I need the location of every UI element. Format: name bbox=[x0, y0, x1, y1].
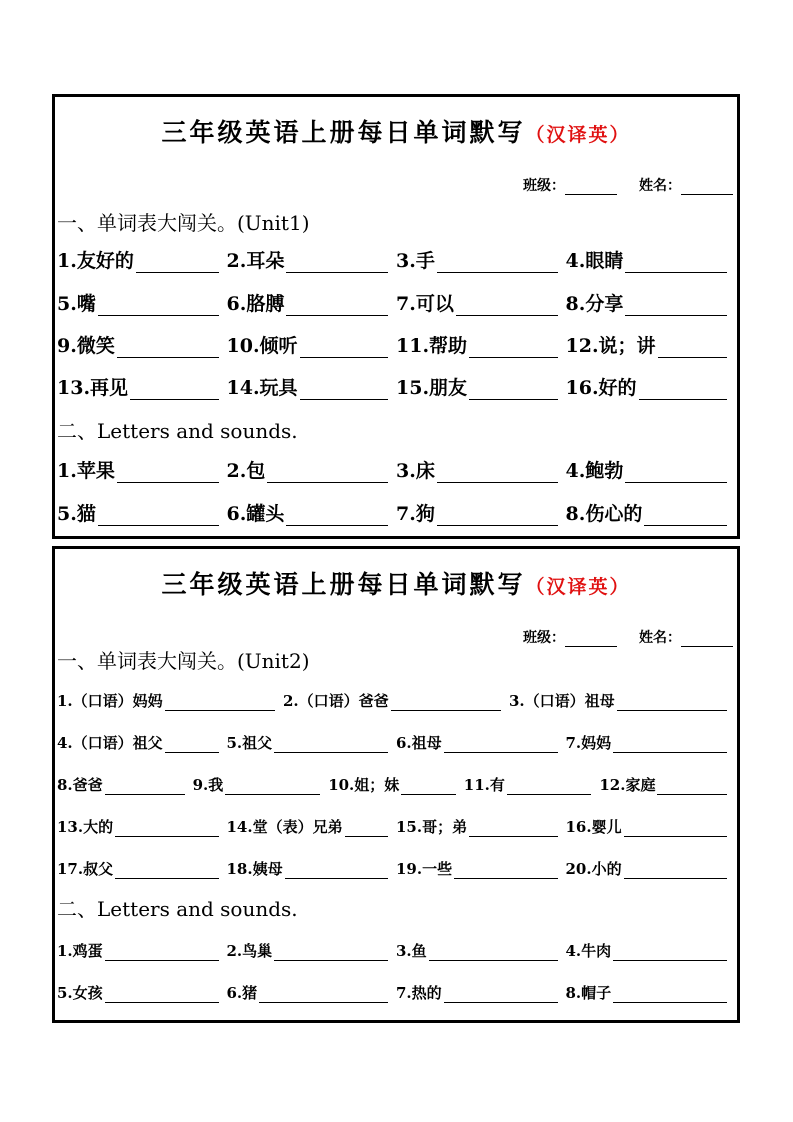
word-prompt: 3.手 bbox=[396, 250, 435, 272]
class-label: 班级： bbox=[523, 178, 565, 194]
word-prompt: 7.妈妈 bbox=[565, 734, 612, 752]
word-row bbox=[57, 935, 735, 961]
word-item bbox=[57, 816, 227, 837]
word-prompt: 2.包 bbox=[226, 460, 266, 482]
word-prompt: 5.女孩 bbox=[57, 984, 103, 1002]
word-item bbox=[227, 982, 397, 1003]
answer-blank[interactable] bbox=[507, 793, 591, 795]
answer-blank[interactable] bbox=[115, 877, 218, 879]
answer-blank[interactable] bbox=[225, 793, 320, 795]
word-prompt: 5.猫 bbox=[57, 503, 96, 525]
title-text: 三年级英语上册每日单词默写 bbox=[161, 118, 526, 147]
word-prompt: 1.友好的 bbox=[57, 250, 134, 272]
word-prompt: 1.（口语）妈妈 bbox=[57, 692, 163, 710]
word-row bbox=[57, 853, 735, 879]
word-prompt: 3.（口语）祖母 bbox=[509, 692, 615, 710]
word-item bbox=[396, 858, 566, 879]
answer-blank[interactable] bbox=[456, 314, 558, 316]
word-item bbox=[57, 499, 227, 526]
word-prompt: 6.祖母 bbox=[396, 734, 442, 752]
word-item bbox=[227, 858, 397, 879]
word-item bbox=[464, 774, 600, 795]
title-subtitle: （汉译英） bbox=[525, 576, 631, 598]
answer-blank[interactable] bbox=[165, 709, 275, 711]
word-item bbox=[599, 774, 735, 795]
word-item bbox=[396, 732, 566, 753]
word-item bbox=[227, 499, 397, 526]
class-name-fields bbox=[523, 627, 733, 647]
word-prompt: 4.（口语）祖父 bbox=[57, 734, 163, 752]
answer-blank[interactable] bbox=[437, 481, 558, 483]
answer-blank[interactable] bbox=[624, 835, 727, 837]
answer-blank[interactable] bbox=[454, 877, 557, 879]
word-item bbox=[566, 373, 736, 400]
word-item bbox=[57, 331, 227, 358]
word-item bbox=[283, 690, 509, 711]
word-prompt: 3.鱼 bbox=[396, 942, 427, 960]
word-item bbox=[566, 456, 736, 483]
answer-blank[interactable] bbox=[625, 481, 727, 483]
section-heading-letters: 二、Letters and sounds. bbox=[57, 419, 298, 443]
answer-blank[interactable] bbox=[401, 793, 455, 795]
section-heading-letters: 二、Letters and sounds. bbox=[57, 897, 298, 921]
answer-blank[interactable] bbox=[444, 751, 558, 753]
word-row bbox=[57, 332, 735, 358]
answer-blank[interactable] bbox=[613, 1001, 727, 1003]
word-prompt: 7.可以 bbox=[396, 293, 454, 315]
word-prompt: 3.床 bbox=[396, 460, 435, 482]
word-prompt: 16.婴儿 bbox=[565, 818, 622, 836]
word-prompt: 17.叔父 bbox=[57, 860, 114, 878]
answer-blank[interactable] bbox=[625, 271, 727, 273]
answer-blank[interactable] bbox=[437, 524, 558, 526]
answer-blank[interactable] bbox=[105, 1001, 219, 1003]
answer-blank[interactable] bbox=[300, 398, 388, 400]
word-row bbox=[57, 500, 735, 526]
word-prompt: 4.眼睛 bbox=[565, 250, 624, 272]
name-label: 姓名： bbox=[639, 178, 681, 194]
answer-blank[interactable] bbox=[469, 356, 557, 358]
word-prompt: 7.狗 bbox=[396, 503, 435, 525]
word-row bbox=[57, 290, 735, 316]
answer-blank[interactable] bbox=[105, 959, 219, 961]
word-prompt: 5.祖父 bbox=[226, 734, 273, 752]
word-row bbox=[57, 457, 735, 483]
word-item bbox=[566, 816, 736, 837]
answer-blank[interactable] bbox=[259, 1001, 388, 1003]
answer-blank[interactable] bbox=[136, 271, 219, 273]
answer-blank[interactable] bbox=[658, 356, 727, 358]
answer-blank[interactable] bbox=[469, 835, 557, 837]
word-prompt: 14.玩具 bbox=[226, 377, 298, 399]
answer-blank[interactable] bbox=[267, 481, 388, 483]
answer-blank[interactable] bbox=[300, 356, 388, 358]
answer-blank[interactable] bbox=[98, 524, 219, 526]
word-item bbox=[57, 690, 283, 711]
word-item bbox=[227, 456, 397, 483]
answer-blank[interactable] bbox=[391, 709, 501, 711]
word-item bbox=[566, 940, 736, 961]
name-blank[interactable] bbox=[681, 178, 733, 195]
word-item bbox=[566, 331, 736, 358]
word-prompt: 4.鲍勃 bbox=[565, 460, 624, 482]
section-heading-vocab: 一、单词表大闯关。(Unit1) bbox=[57, 211, 310, 235]
answer-blank[interactable] bbox=[115, 835, 218, 837]
answer-blank[interactable] bbox=[285, 877, 388, 879]
word-item bbox=[227, 331, 397, 358]
word-item bbox=[396, 289, 566, 316]
answer-blank[interactable] bbox=[345, 835, 388, 837]
word-prompt: 11.帮助 bbox=[396, 335, 468, 357]
answer-blank[interactable] bbox=[639, 398, 727, 400]
worksheet-title bbox=[55, 565, 737, 601]
word-prompt: 13.再见 bbox=[57, 377, 129, 399]
word-item bbox=[57, 456, 227, 483]
word-prompt: 2.耳朵 bbox=[226, 250, 285, 272]
answer-blank[interactable] bbox=[274, 751, 388, 753]
word-row bbox=[57, 727, 735, 753]
word-row bbox=[57, 811, 735, 837]
word-item bbox=[396, 982, 566, 1003]
word-item bbox=[57, 246, 227, 273]
class-blank[interactable] bbox=[565, 178, 617, 195]
word-item bbox=[396, 246, 566, 273]
word-item bbox=[227, 246, 397, 273]
answer-blank[interactable] bbox=[286, 271, 388, 273]
answer-blank[interactable] bbox=[444, 1001, 558, 1003]
answer-blank[interactable] bbox=[117, 356, 219, 358]
word-item bbox=[193, 774, 329, 795]
word-item bbox=[227, 289, 397, 316]
word-prompt: 7.热的 bbox=[396, 984, 442, 1002]
answer-blank[interactable] bbox=[644, 524, 727, 526]
title-text: 三年级英语上册每日单词默写 bbox=[161, 570, 526, 599]
word-prompt: 1.苹果 bbox=[57, 460, 115, 482]
word-item bbox=[57, 373, 227, 400]
word-prompt: 11.有 bbox=[463, 776, 505, 794]
word-prompt: 8.帽子 bbox=[565, 984, 612, 1002]
word-item bbox=[396, 940, 566, 961]
answer-blank[interactable] bbox=[613, 751, 727, 753]
word-item bbox=[57, 732, 227, 753]
answer-blank[interactable] bbox=[286, 524, 388, 526]
word-row bbox=[57, 769, 735, 795]
word-prompt: 15.朋友 bbox=[396, 377, 468, 399]
answer-blank[interactable] bbox=[117, 481, 219, 483]
answer-blank[interactable] bbox=[469, 398, 557, 400]
answer-blank[interactable] bbox=[98, 314, 219, 316]
class-blank[interactable] bbox=[565, 630, 617, 647]
word-prompt: 4.牛肉 bbox=[565, 942, 612, 960]
class-name-fields bbox=[523, 175, 733, 195]
word-prompt: 2.鸟巢 bbox=[226, 942, 273, 960]
title-subtitle: （汉译英） bbox=[525, 124, 631, 146]
word-item bbox=[227, 732, 397, 753]
word-row bbox=[57, 685, 735, 711]
answer-blank[interactable] bbox=[437, 271, 558, 273]
word-item bbox=[396, 373, 566, 400]
word-item bbox=[227, 373, 397, 400]
word-prompt: 6.猪 bbox=[226, 984, 258, 1002]
answer-blank[interactable] bbox=[286, 314, 388, 316]
name-blank[interactable] bbox=[681, 630, 733, 647]
answer-blank[interactable] bbox=[274, 959, 388, 961]
word-item bbox=[509, 690, 735, 711]
answer-blank[interactable] bbox=[165, 751, 219, 753]
answer-blank[interactable] bbox=[429, 959, 558, 961]
worksheet-unit2 bbox=[52, 546, 740, 1023]
word-prompt: 6.胳膊 bbox=[226, 293, 285, 315]
word-item bbox=[57, 774, 193, 795]
word-row bbox=[57, 977, 735, 1003]
word-item bbox=[566, 858, 736, 879]
word-prompt: 10.倾听 bbox=[226, 335, 298, 357]
word-item bbox=[566, 982, 736, 1003]
word-item bbox=[396, 456, 566, 483]
worksheet-unit1 bbox=[52, 94, 740, 539]
word-prompt: 16.好的 bbox=[565, 377, 637, 399]
answer-blank[interactable] bbox=[105, 793, 185, 795]
word-item bbox=[396, 499, 566, 526]
word-item bbox=[227, 940, 397, 961]
word-item bbox=[328, 774, 464, 795]
word-prompt: 6.罐头 bbox=[226, 503, 285, 525]
class-label: 班级： bbox=[523, 630, 565, 646]
word-prompt: 19.一些 bbox=[396, 860, 453, 878]
answer-blank[interactable] bbox=[657, 793, 726, 795]
word-item bbox=[566, 499, 736, 526]
word-item bbox=[57, 858, 227, 879]
word-prompt: 9.我 bbox=[192, 776, 224, 794]
word-item bbox=[57, 289, 227, 316]
word-prompt: 18.姨母 bbox=[226, 860, 283, 878]
word-item bbox=[396, 331, 566, 358]
answer-blank[interactable] bbox=[130, 398, 218, 400]
word-prompt: 2.（口语）爸爸 bbox=[283, 692, 389, 710]
word-prompt: 1.鸡蛋 bbox=[57, 942, 103, 960]
word-row bbox=[57, 374, 735, 400]
word-item bbox=[566, 289, 736, 316]
word-prompt: 14.堂（表）兄弟 bbox=[226, 818, 343, 836]
word-prompt: 15.哥；弟 bbox=[396, 818, 468, 836]
word-item bbox=[57, 940, 227, 961]
word-prompt: 13.大的 bbox=[57, 818, 114, 836]
word-prompt: 12.家庭 bbox=[599, 776, 656, 794]
word-prompt: 8.分享 bbox=[565, 293, 624, 315]
word-prompt: 8.伤心的 bbox=[565, 503, 643, 525]
answer-blank[interactable] bbox=[625, 314, 727, 316]
name-label: 姓名： bbox=[639, 630, 681, 646]
word-prompt: 8.爸爸 bbox=[57, 776, 103, 794]
answer-blank[interactable] bbox=[624, 877, 727, 879]
section-heading-vocab: 一、单词表大闯关。(Unit2) bbox=[57, 649, 310, 673]
word-item bbox=[57, 982, 227, 1003]
answer-blank[interactable] bbox=[617, 709, 727, 711]
word-item bbox=[396, 816, 566, 837]
word-row bbox=[57, 247, 735, 273]
word-prompt: 20.小的 bbox=[565, 860, 622, 878]
word-item bbox=[566, 246, 736, 273]
word-item bbox=[566, 732, 736, 753]
word-prompt: 10.姐；妹 bbox=[328, 776, 400, 794]
worksheet-title bbox=[55, 113, 737, 149]
word-prompt: 12.说；讲 bbox=[565, 335, 656, 357]
word-prompt: 5.嘴 bbox=[57, 293, 96, 315]
answer-blank[interactable] bbox=[613, 959, 727, 961]
word-item bbox=[227, 816, 397, 837]
word-prompt: 9.微笑 bbox=[57, 335, 115, 357]
